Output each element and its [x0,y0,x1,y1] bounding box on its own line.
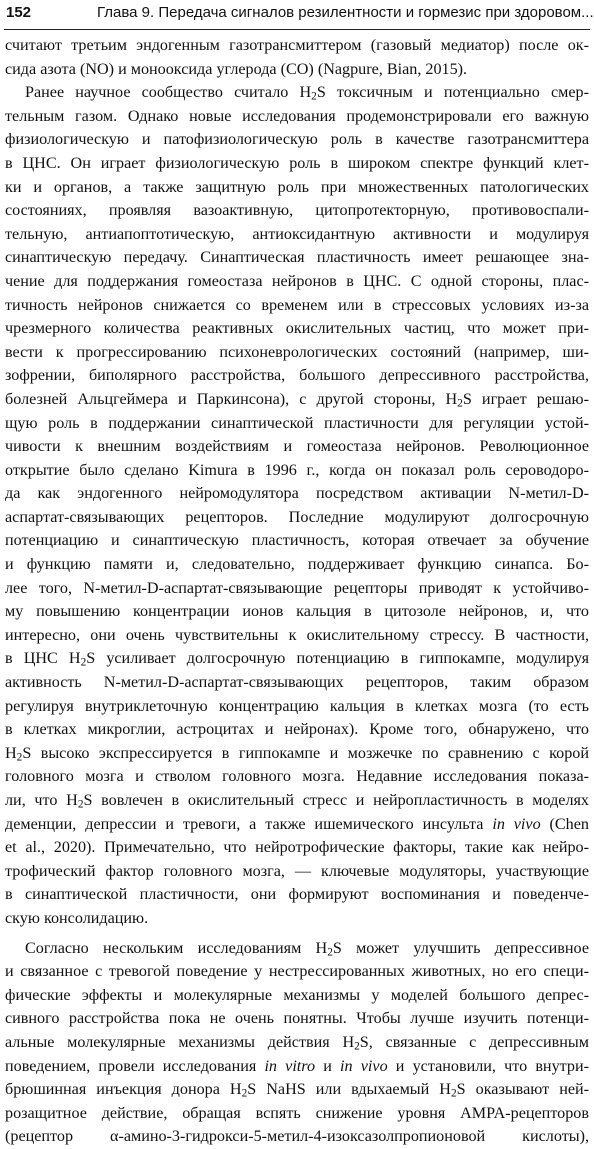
text-line: болезней Альцгеймера и Паркинсона), с другой стороны, $H_2S$ играет решаю- [5,390,589,410]
running-header [4,0,594,30]
text-line: ки и органов, а также защитную роль при множественных патологических [5,178,589,196]
page-number: 152 [6,4,32,21]
text-line: et al., 2020). Примечательно, что нейротрофические факторы, такие как нейро- [5,839,589,857]
text-line: интересно, они очень чувствительны к окислительному стрессу. В частности, [5,626,589,644]
text-line: деменции, депрессии и тревоги, а также ишемического инсульта in vivo (Chen [5,815,589,833]
text-line: и связанное с тревогой поведение у нестрессированных животных, но его специ- [5,963,589,981]
text-line: да как эндогенного нейромодулятора посредством активации N-метил-D- [5,485,589,503]
text-line: чрезмерного количества реактивных окислительных частиц, что может при- [5,320,589,338]
text-line: альные молекулярные механизмы действия $H_2S$, связанные с депрессивным [5,1033,589,1053]
text-line: сида азота (NO) и монооксида углерода (CO) (Nagpure, Bian, 2015). [5,60,468,78]
text-line: трофический фактор головного мозга, — ключевые модуляторы, участвующие [5,862,589,880]
text-line: чение для поддержания гомеостаза нейронов в ЦНС. С одной стороны, плас- [5,272,589,290]
text-line: синаптическую передачу. Синаптическая пластичность имеет решающее зна- [5,249,589,267]
text-line: вести к прогрессированию психоневрологических состояний (например, ши- [5,343,589,361]
text-line: скую консолидацию. [5,909,149,927]
text-line: регулируя внутриклеточную концентрацию кальция в клетках мозга (то есть [5,697,589,715]
text-line: открытие было сделано Kimura в 1996 г., когда он показал роль сероводоро- [5,461,589,479]
text-line: ли, что $H_2S$ вовлечен в окислительный стресс и нейропластичность в моделях [5,792,589,811]
text-line: розащитное действие, обращая вспять снижение уровня AMPA-рецепторов [5,1104,589,1122]
text-line: в ЦНС. Он играет физиологическую роль в широком спектре функций клет- [5,154,589,172]
text-line: в синаптической пластичности, они формируют воспоминания и поведенче- [5,886,589,904]
text-line: Ранее научное сообщество считало $H_2S$ токсичным и потенциально смер- [25,84,589,103]
text-line: Согласно нескольким исследованиям $H_2S$ может улучшить депрессивное [25,939,589,959]
text-line: (рецептор α-амино-3-гидрокси-5-метил-4-изоксазолпропионовой кислоты), [5,1128,589,1146]
text-line: чивости к внешним воздействиям и гомеостаза нейронов. Революционное [5,438,589,456]
text-line: тельным газом. Однако новые исследования продемонстрировали его важную [5,107,589,125]
text-line: состояниях, проявляя вазоактивную, цитопротекторную, противовоспали- [5,202,589,220]
text-line: физиологическую и патофизиологическую роль в качестве газотрансмиттера [5,131,589,149]
text-line: в ЦНС $H_2S$ усиливает долгосрочную потенциацию в гиппокампе, модулируя [5,650,589,669]
text-line: и функцию памяти и, следовательно, поддерживает функцию синапса. Бо- [5,556,589,574]
text-line: потенциацию и синаптическую пластичность, которая отвечает за обучение [5,532,589,550]
text-line: фические эффекты и молекулярные механизмы у моделей большого депрес- [5,986,589,1004]
text-line: му повышению концентрации ионов кальция в цитозоле нейронов, и, что [5,603,589,621]
text-line: тельную, антиапоптотическую, антиоксидантную активности и модулируя [5,225,589,243]
text-line: $H_2S$ высоко экспрессируется в гиппокампе и мозжечке по сравнению с корой [5,744,589,764]
text-line: в клетках микроглии, астроцитах и нейронах). Кроме того, обнаружено, что [5,721,589,739]
text-line: активность N-метил-D-аспартат-связывающих рецепторов, таким образом [5,674,589,692]
text-line: считают третьим эндогенным газотрансмиттером (газовый медиатор) после ок- [5,37,589,54]
text-line: аспартат-связывающих рецепторов. Последние модулируют долгосрочную [5,508,589,526]
text-line: брюшинная инъекция донора $H_2S$ NaHS или вдыхаемый $H_2S$ оказывают ней- [5,1081,590,1100]
text-line: головного мозга и стволом головного мозга. Недавние исследования показа- [5,768,589,786]
text-line: щую роль в поддержании синаптической пластичности для регуляции устой- [5,414,589,432]
body-text [5,34,589,1149]
text-line: тичность нейронов снижается со временем или в стрессовых условиях из-за [5,296,589,314]
text-line: поведением, провели исследования in vitro и in vivo и установили, что внутри- [5,1057,589,1075]
text-line: лее того, N-метил-D-аспартат-связывающие рецепторы приводят к устойчиво- [5,579,589,597]
text-line: зофрении, биполярного расстройства, большого депрессивного расстройства, [5,367,589,385]
text-line: сивного расстройства пока не очень понятны. Чтобы лучше изучить потенци- [5,1010,589,1028]
chapter-title: Глава 9. Передача сигналов резилентности и гормезис при здоровом... [97,4,594,21]
